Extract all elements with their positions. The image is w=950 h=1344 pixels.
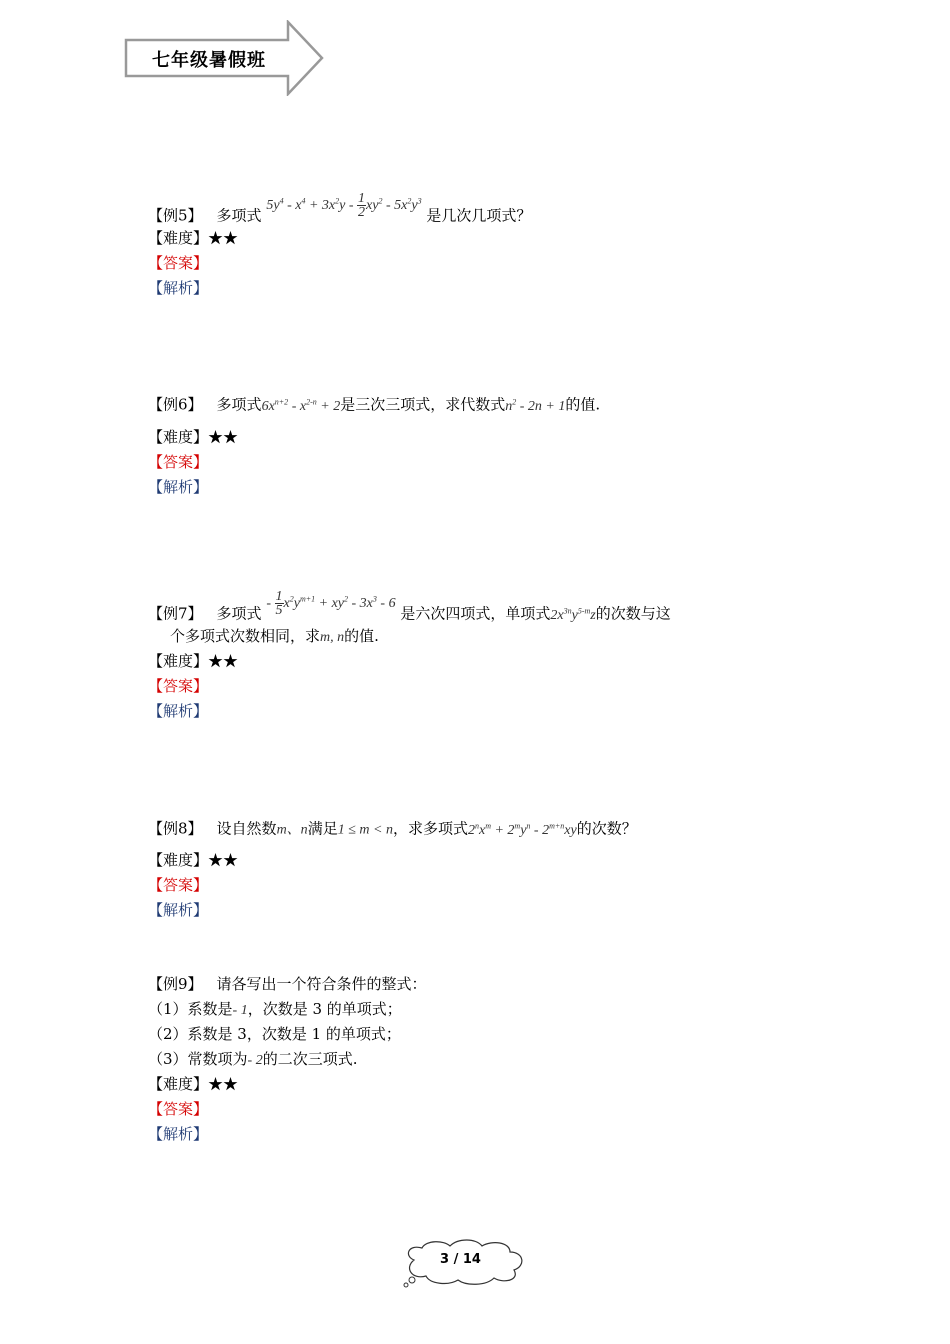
example-9-item-1 — [148, 999, 402, 1021]
example-6-difficulty — [148, 427, 238, 447]
example-6-answer: 【答案】 — [148, 453, 209, 471]
example-7-line2-pre: 个多项式次数相同，求 — [170, 627, 321, 645]
difficulty-stars: ★★ — [208, 428, 239, 446]
example-7-answer: 【答案】 — [148, 677, 209, 695]
example-7-line2-post: 的值. — [344, 627, 379, 645]
example-7-mid: 是六次四项式，单项式 — [400, 604, 551, 623]
example-7-question — [148, 588, 671, 629]
example-5-tag: 【例5】 — [148, 206, 203, 225]
example-5-question — [148, 190, 532, 231]
difficulty-stars: ★★ — [208, 652, 239, 670]
example-8-pre: 设自然数 — [216, 819, 277, 838]
difficulty-stars: ★★ — [208, 229, 239, 247]
example-7-post: 的次数与这 — [595, 604, 671, 623]
example-9-question — [148, 974, 427, 994]
example-6-question — [148, 392, 600, 417]
difficulty-label: 【难度】 — [148, 428, 209, 446]
example-9-tag: 【例9】 — [148, 975, 203, 993]
example-7-difficulty — [148, 651, 238, 671]
example-8-analysis: 【解析】 — [148, 901, 209, 919]
example-6-tag: 【例6】 — [148, 395, 203, 414]
example-6-pre: 多项式 — [216, 395, 262, 414]
example-9-item-2: （2）系数是 3，次数是 1 的单项式； — [148, 1025, 401, 1043]
example-5-pre: 多项式 — [216, 206, 262, 225]
example-8-mid2: ，求多项式 — [392, 819, 468, 838]
example-6-formula: $6x^{n+2} - x^{2-n} + 2$ — [261, 397, 341, 414]
example-5-difficulty — [148, 228, 238, 248]
example-8-vars: m、n — [276, 822, 308, 838]
example-8-question — [148, 816, 637, 841]
difficulty-label: 【难度】 — [148, 851, 209, 869]
example-9-item1-post: ，次数是 3 的单项式； — [247, 1000, 402, 1018]
example-9-item-3 — [148, 1049, 358, 1071]
example-9-answer: 【答案】 — [148, 1100, 209, 1118]
example-7-question-line2 — [170, 626, 379, 648]
example-6-mid: 是三次三项式，求代数式 — [340, 395, 506, 414]
example-7-monomial: $2x^{3n}y^{5-m}z$ — [550, 606, 596, 623]
example-7-analysis: 【解析】 — [148, 702, 209, 720]
example-8-condition: 1 ≤ m < n — [337, 822, 393, 838]
difficulty-stars: ★★ — [208, 851, 239, 869]
example-8-difficulty — [148, 850, 238, 870]
example-9-item1-value: - 1 — [232, 1003, 248, 1018]
example-9-item3-value: - 2 — [247, 1053, 263, 1068]
example-5-answer: 【答案】 — [148, 254, 209, 272]
example-7-tag: 【例7】 — [148, 604, 203, 623]
example-7-pre: 多项式 — [216, 604, 262, 623]
example-9-analysis: 【解析】 — [148, 1125, 209, 1143]
example-8-formula: $2^nx^m + 2^my^n - 2^{m+n}xy$ — [467, 821, 577, 838]
example-6-analysis: 【解析】 — [148, 478, 209, 496]
example-8-answer: 【答案】 — [148, 876, 209, 894]
example-8-mid1: 满足 — [307, 819, 338, 838]
example-9-item1-pre: （1）系数是 — [148, 1000, 233, 1018]
example-9-item3-pre: （3）常数项为 — [148, 1050, 248, 1068]
difficulty-label: 【难度】 — [148, 652, 209, 670]
page-number: 3 / 14 — [440, 1252, 481, 1267]
example-9-item3-post: 的二次三项式. — [262, 1050, 358, 1068]
example-7-formula: - $\frac{1}{5}$ $x^2y^{m+1} + xy^2 - 3x^3 - 6$ — [266, 588, 396, 618]
example-9-intro: 请各写出一个符合条件的整式： — [216, 975, 427, 993]
example-8-tag: 【例8】 — [148, 819, 203, 838]
difficulty-label: 【难度】 — [148, 229, 209, 247]
example-5-formula: $5y^4 - x^4 + 3x^2y$ - $\frac{1}{2}$ $xy^2 - 5x^2y^3$ — [266, 190, 422, 220]
example-6-expression: $n^2 - 2n + 1$ — [505, 397, 566, 414]
difficulty-label: 【难度】 — [148, 1075, 209, 1093]
header-title: 七年级暑假班 — [152, 50, 266, 71]
example-6-post: 的值. — [565, 395, 601, 414]
example-5-analysis: 【解析】 — [148, 279, 209, 297]
difficulty-stars: ★★ — [208, 1075, 239, 1093]
example-8-post: 的次数？ — [576, 819, 637, 838]
example-5-post: 是几次几项式？ — [426, 206, 532, 225]
example-7-vars: m, n — [320, 630, 345, 645]
example-9-difficulty — [148, 1074, 238, 1094]
